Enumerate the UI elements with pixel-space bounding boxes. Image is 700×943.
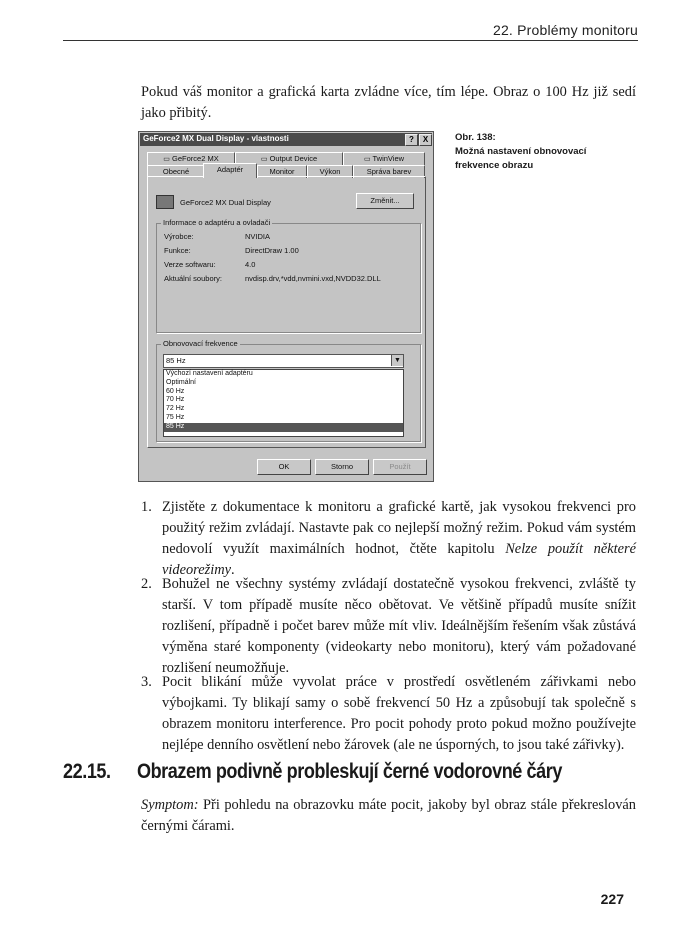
intro-paragraph: Pokud váš monitor a grafická karta zvládne více, tím lépe. Obraz o 100 Hz již sedí jako přibitý. (141, 84, 636, 121)
ok-button[interactable]: OK (257, 459, 311, 475)
info-key: Aktuální soubory: (164, 274, 222, 283)
dialog-title: GeForce2 MX Dual Display - vlastnosti (143, 134, 289, 143)
list-number: 3. (141, 674, 152, 690)
info-group (156, 218, 421, 333)
close-button[interactable]: X (419, 134, 432, 146)
running-header: 22. Problémy monitoru (492, 22, 638, 38)
info-value: nvdisp.drv,*vdd,nvmini.vxd,NVDD32.DLL (245, 274, 381, 283)
symptom-label: Symptom: (141, 797, 199, 813)
refresh-option[interactable]: Výchozí nastavení adaptéru (166, 370, 253, 377)
caption-number: Obr. 138: (455, 132, 496, 143)
properties-dialog (138, 131, 434, 482)
info-value: NVIDIA (245, 232, 271, 241)
refresh-option[interactable]: 72 Hz (166, 405, 185, 413)
refresh-option[interactable]: 70 Hz (166, 396, 185, 404)
refresh-option[interactable]: Optimální (166, 378, 196, 386)
tab-twinview[interactable]: ▭ TwinView (343, 152, 425, 165)
section-title: Obrazem podivně probleskují černé vodorovné čáry (136, 760, 562, 783)
chevron-down-icon[interactable]: ▼ (391, 355, 403, 366)
tab-output-device[interactable]: ▭ Output Device (235, 152, 343, 165)
tab-sprava-barev[interactable]: Správa barev (353, 165, 425, 178)
refresh-rate-dropdown (163, 369, 404, 437)
apply-button[interactable]: Použít (373, 459, 427, 475)
info-value: DirectDraw 1.00 (245, 246, 299, 255)
list-item: Zjistěte z dokumentace k monitoru a grafické kartě, jak vysokou frekvenci pro použitý režim zvládají. Nastavte pak co nejlepší možný režim. Pokud vám systém nedovolí využít maximálních hodnot, čtěte kapitolu Nelze použít některé videorežimy. (162, 499, 636, 578)
device-name: GeForce2 MX Dual Display (180, 198, 271, 207)
change-button[interactable]: Změnit... (356, 193, 414, 209)
section-number: 22.15. (63, 760, 111, 783)
header-rule (63, 40, 638, 41)
dialog-titlebar (140, 133, 432, 146)
monitor-icon: ▭ (163, 156, 170, 163)
refresh-option-selected[interactable]: 85 Hz (164, 423, 403, 432)
symptom-paragraph (141, 795, 636, 837)
refresh-option[interactable]: 75 Hz (166, 413, 185, 421)
list-item: Pocit blikání může vyvolat práce v prostředí osvětleném zářivkami nebo výbojkami. Ty blikají samy o sobě frekvencí 50 Hz a způsobují tak společně s obrazem monitoru interference. Pro pocit pohody proto pokud možno používejte nejlépe denního osvětlení nebo žárovek (ale ne úsporných, to jsou také zářivky). (162, 674, 636, 753)
page-number: 227 (600, 891, 624, 907)
info-key: Verze softwaru: (164, 260, 216, 269)
refresh-rate-select[interactable]: 85 Hz ▼ (163, 354, 404, 368)
help-button[interactable]: ? (405, 134, 418, 146)
monitor-icon: ▭ (363, 156, 371, 163)
cancel-button[interactable]: Storno (315, 459, 369, 475)
list-item: Bohužel ne všechny systémy zvládají dostatečně vysokou frekvenci, zvláště ty starší. V tom případě musíte něco obětovat. Ve většině případů musíte snížit rozlišení, případně i počet barev může mít vliv. Ideálnějším řešením však zůstává výměna staré komponenty (videokarty nebo monitoru), který vám požadované rozlišení neumožňuje. (162, 576, 636, 676)
tab-adapter[interactable]: Adaptér (203, 163, 257, 178)
tab-obecne[interactable]: Obecné (147, 165, 205, 178)
info-value: 4.0 (245, 260, 256, 269)
info-key: Výrobce: (164, 232, 194, 241)
list-number: 2. (141, 576, 152, 592)
list-number: 1. (141, 499, 152, 515)
graphics-card-icon (156, 195, 174, 209)
tab-vykon[interactable]: Výkon (307, 165, 353, 178)
figure-caption (455, 131, 595, 173)
caption-text: Možná nastavení obnovovací frekvence obrazu (455, 146, 587, 171)
monitor-icon: ▭ (260, 156, 268, 163)
refresh-option[interactable]: 60 Hz (166, 387, 185, 395)
info-group-title: Informace o adaptéru a ovladači (163, 218, 271, 227)
tab-geforce2-mx[interactable]: ▭ GeForce2 MX (147, 152, 235, 165)
refresh-group-title: Obnovovací frekvence (163, 339, 238, 348)
info-key: Funkce: (164, 246, 191, 255)
symptom-text: Při pohledu na obrazovku máte pocit, jakoby byl obraz stále překreslován černými čárami. (141, 797, 636, 834)
section-heading (63, 760, 562, 784)
tab-monitor[interactable]: Monitor (257, 165, 307, 178)
